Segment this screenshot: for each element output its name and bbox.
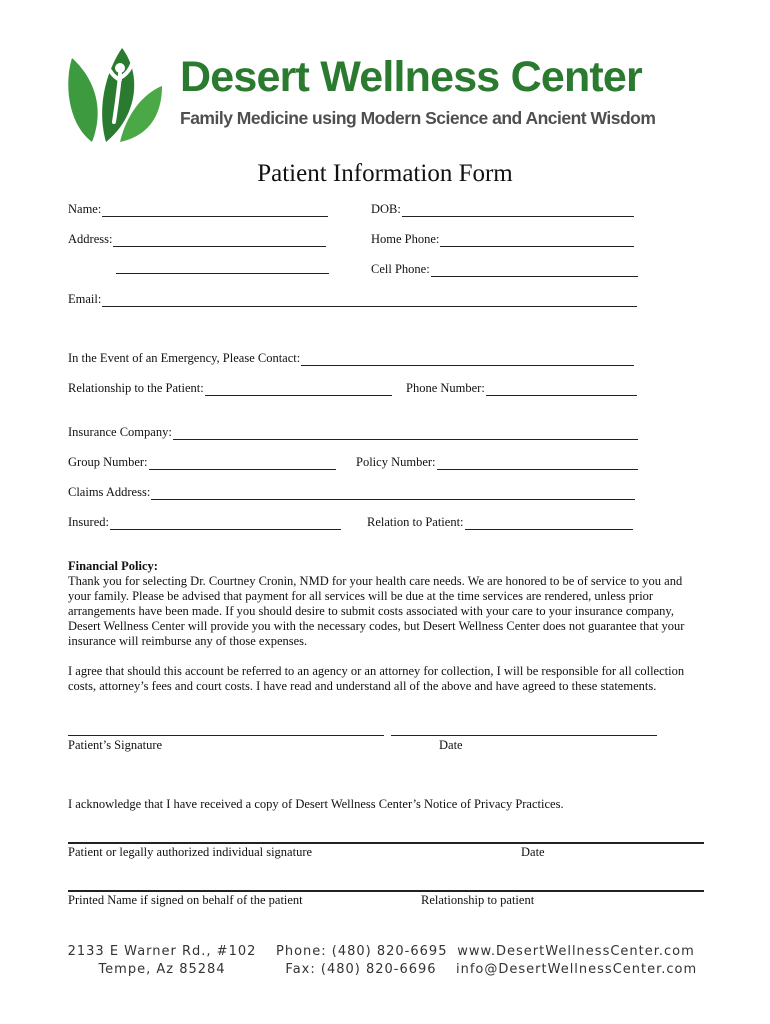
insurance-company-line[interactable] xyxy=(173,427,638,440)
footer-address xyxy=(62,943,262,979)
insurance-company-label: Insurance Company: xyxy=(68,425,172,439)
phone-number-label: Phone Number: xyxy=(406,381,485,395)
relation-to-patient-label: Relation to Patient: xyxy=(367,515,464,529)
relationship-line[interactable] xyxy=(205,383,392,396)
phone-number-field[interactable] xyxy=(406,381,637,396)
address-label: Address: xyxy=(68,232,113,246)
group-number-line[interactable] xyxy=(149,457,336,470)
emergency-contact-label: In the Event of an Emergency, Please Contact: xyxy=(68,351,301,365)
insured-label: Insured: xyxy=(68,515,109,529)
relationship-label: Relationship to the Patient: xyxy=(68,381,204,395)
home-phone-label: Home Phone: xyxy=(371,232,440,246)
group-number-field[interactable] xyxy=(68,455,336,470)
email-label: Email: xyxy=(68,292,102,306)
footer-contact xyxy=(276,943,446,979)
policy-number-line[interactable] xyxy=(437,457,638,470)
address-line[interactable] xyxy=(113,234,326,247)
authorized-signature-label: Patient or legally authorized individual signature xyxy=(68,845,313,859)
policy-number-label: Policy Number: xyxy=(356,455,436,469)
form-title: Patient Information Form xyxy=(257,160,513,187)
patient-signature-line[interactable] xyxy=(68,735,384,736)
address-field[interactable] xyxy=(68,232,326,247)
insured-field[interactable] xyxy=(68,515,341,530)
dob-label: DOB: xyxy=(371,202,401,216)
dob-line[interactable] xyxy=(402,204,634,217)
patient-signature-label: Patient’s Signature xyxy=(68,738,163,752)
email-field[interactable] xyxy=(68,292,637,307)
footer-address-line1: 2133 E Warner Rd., #102 xyxy=(67,944,257,959)
privacy-acknowledgement: I acknowledge that I have received a copy of Desert Wellness Center’s Notice of Privacy Practices. xyxy=(68,797,564,811)
brand-tagline: Family Medicine using Modern Science and Ancient Wisdom xyxy=(180,108,656,128)
financial-policy-text: Thank you for selecting Dr. Courtney Cronin, NMD for your health care needs. We are honored to be of service to you and your family. Please be advised that payment for all services will be due at the time services are rendered, unless prior arrangements have been made. If you should desire to submit costs associated with your care to your insurance company, Desert Wellness Center will provide you with the necessary codes, but Desert Wellness Center does not guarantee that your insurance will reimburse any of those expenses. xyxy=(68,574,685,648)
relation-to-patient-field[interactable] xyxy=(367,515,633,530)
footer-fax: Fax: (480) 820-6696 xyxy=(285,962,437,977)
footer-web xyxy=(456,943,696,979)
footer-website[interactable]: www.DesertWellnessCenter.com xyxy=(457,944,695,959)
phone-number-line[interactable] xyxy=(486,383,637,396)
name-label: Name: xyxy=(68,202,102,216)
signature-date-label: Date xyxy=(439,738,463,752)
claims-address-label: Claims Address: xyxy=(68,485,151,499)
authorized-signature-line[interactable] xyxy=(68,842,704,844)
claims-address-line[interactable] xyxy=(151,487,635,500)
leaf-figure-icon xyxy=(62,44,166,144)
financial-policy-heading: Financial Policy: xyxy=(68,559,158,573)
relation-to-patient-line[interactable] xyxy=(465,517,633,530)
collection-agreement-text: I agree that should this account be referred to an agency or an attorney for collection, I will be responsible for all collection costs, attorney’s fees and court costs. I have read and understand all of the above and have agreed to these statements. xyxy=(68,664,685,693)
insured-line[interactable] xyxy=(110,517,341,530)
group-number-label: Group Number: xyxy=(68,455,148,469)
cell-phone-line[interactable] xyxy=(431,264,638,277)
authorized-signature-date-label: Date xyxy=(521,845,545,859)
claims-address-field[interactable] xyxy=(68,485,635,500)
relationship-to-patient-label: Relationship to patient xyxy=(421,893,535,907)
footer-phone: Phone: (480) 820-6695 xyxy=(276,944,448,959)
home-phone-line[interactable] xyxy=(440,234,634,247)
email-line[interactable] xyxy=(102,294,637,307)
footer-email[interactable]: info@DesertWellnessCenter.com xyxy=(456,962,698,977)
printed-name-label: Printed Name if signed on behalf of the patient xyxy=(68,893,303,907)
cell-phone-field[interactable] xyxy=(371,262,638,277)
dob-field[interactable] xyxy=(371,202,634,217)
policy-number-field[interactable] xyxy=(356,455,638,470)
insurance-company-field[interactable] xyxy=(68,425,638,440)
printed-name-line[interactable] xyxy=(68,890,704,892)
address-line-2[interactable] xyxy=(116,273,329,274)
home-phone-field[interactable] xyxy=(371,232,634,247)
emergency-contact-line[interactable] xyxy=(301,353,634,366)
relationship-field[interactable] xyxy=(68,381,392,396)
name-field[interactable] xyxy=(68,202,328,217)
brand-name: Desert Wellness Center xyxy=(180,53,642,101)
name-line[interactable] xyxy=(102,204,328,217)
emergency-contact-field[interactable] xyxy=(68,351,634,366)
footer-address-line2: Tempe, Az 85284 xyxy=(98,962,226,977)
cell-phone-label: Cell Phone: xyxy=(371,262,430,276)
signature-date-line[interactable] xyxy=(391,735,657,736)
